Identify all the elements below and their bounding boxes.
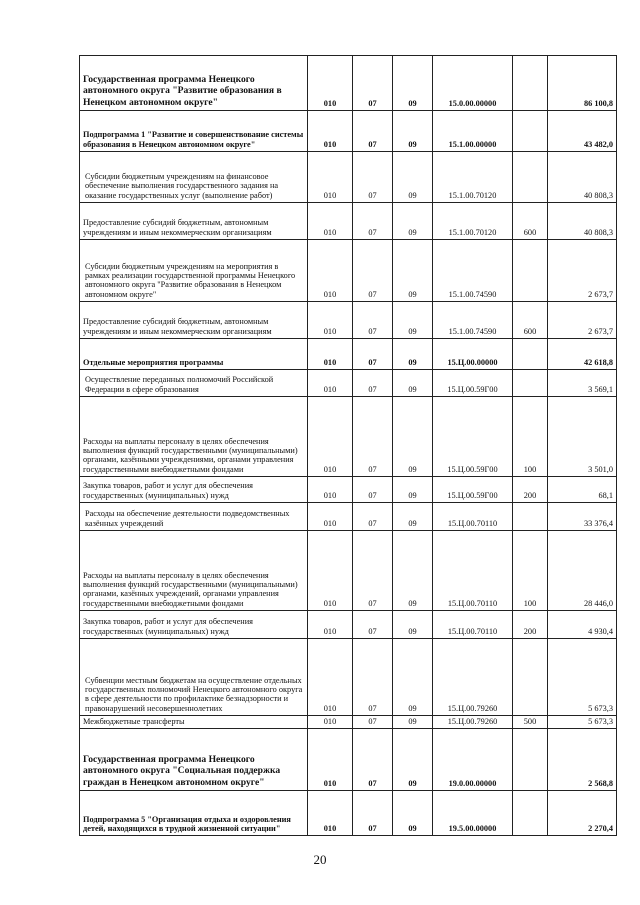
row-target-article: 15.1.00.00000 [433, 111, 513, 152]
row-amount: 2 673,7 [548, 302, 617, 339]
table-row [80, 203, 617, 240]
row-ministry-code: 010 [308, 503, 353, 531]
row-section-code: 07 [353, 302, 393, 339]
table-row [80, 397, 617, 477]
row-expense-type: 600 [513, 302, 548, 339]
row-subsection-code: 09 [393, 729, 433, 791]
row-amount: 2 673,7 [548, 240, 617, 302]
row-expense-type [513, 339, 548, 370]
row-ministry-code: 010 [308, 56, 353, 111]
row-target-article: 15.Ц.00.70110 [433, 531, 513, 611]
row-expense-type: 100 [513, 531, 548, 611]
row-section-code: 07 [353, 503, 393, 531]
row-section-code: 07 [353, 152, 393, 203]
row-ministry-code: 010 [308, 203, 353, 240]
table-row [80, 339, 617, 370]
row-section-code: 07 [353, 729, 393, 791]
table-row [80, 477, 617, 503]
row-subsection-code: 09 [393, 791, 433, 836]
row-subsection-code: 09 [393, 716, 433, 729]
row-target-article: 15.Ц.00.59Г00 [433, 477, 513, 503]
row-ministry-code: 010 [308, 339, 353, 370]
row-subsection-code: 09 [393, 611, 433, 639]
page-number: 20 [313, 852, 327, 867]
row-expense-type: 200 [513, 611, 548, 639]
row-target-article: 15.Ц.00.79260 [433, 639, 513, 716]
table-row [80, 639, 617, 716]
row-target-article: 15.Ц.00.70110 [433, 503, 513, 531]
row-expense-type [513, 639, 548, 716]
row-name: Субвенции местным бюджетам на осуществление отдельных государственных полномочий Ненецкого автономного округа в сфере деятельности по профилактике безнадзорности и правонарушений несовершеннолетних [80, 639, 308, 716]
row-amount: 4 930,4 [548, 611, 617, 639]
row-target-article: 19.0.00.00000 [433, 729, 513, 791]
row-amount: 2 270,4 [548, 791, 617, 836]
row-section-code: 07 [353, 240, 393, 302]
row-name: Межбюджетные трансферты [80, 716, 308, 729]
row-section-code: 07 [353, 397, 393, 477]
row-target-article: 15.Ц.00.59Г00 [433, 397, 513, 477]
row-subsection-code: 09 [393, 639, 433, 716]
table-row [80, 111, 617, 152]
row-ministry-code: 010 [308, 370, 353, 397]
row-name: Закупка товаров, работ и услуг для обеспечения государственных (муниципальных) нужд [80, 611, 308, 639]
table-row [80, 611, 617, 639]
row-expense-type [513, 370, 548, 397]
row-name: Государственная программа Ненецкого автономного округа "Социальная поддержка граждан в Ненецком автономном округе" [80, 729, 308, 791]
row-ministry-code: 010 [308, 729, 353, 791]
row-subsection-code: 09 [393, 503, 433, 531]
row-subsection-code: 09 [393, 339, 433, 370]
row-subsection-code: 09 [393, 240, 433, 302]
row-amount: 3 569,1 [548, 370, 617, 397]
row-ministry-code: 010 [308, 639, 353, 716]
table-row [80, 240, 617, 302]
row-ministry-code: 010 [308, 302, 353, 339]
row-subsection-code: 09 [393, 111, 433, 152]
row-amount: 40 808,3 [548, 152, 617, 203]
row-subsection-code: 09 [393, 302, 433, 339]
table-row [80, 152, 617, 203]
row-expense-type [513, 152, 548, 203]
row-target-article: 15.1.00.70120 [433, 152, 513, 203]
row-section-code: 07 [353, 531, 393, 611]
row-expense-type: 600 [513, 203, 548, 240]
table-row [80, 503, 617, 531]
table-row [80, 370, 617, 397]
row-target-article: 15.Ц.00.70110 [433, 611, 513, 639]
row-expense-type [513, 791, 548, 836]
row-subsection-code: 09 [393, 203, 433, 240]
row-amount: 5 673,3 [548, 639, 617, 716]
row-ministry-code: 010 [308, 716, 353, 729]
row-subsection-code: 09 [393, 397, 433, 477]
row-name: Закупка товаров, работ и услуг для обеспечения государственных (муниципальных) нужд [80, 477, 308, 503]
row-target-article: 15.Ц.00.79260 [433, 716, 513, 729]
row-name: Отдельные мероприятия программы [80, 339, 308, 370]
row-name: Субсидии бюджетным учреждениям на мероприятия в рамках реализации государственной программы Ненецкого автономного округа "Развитие образования в Ненецком автономном округе" [80, 240, 308, 302]
row-ministry-code: 010 [308, 152, 353, 203]
row-ministry-code: 010 [308, 111, 353, 152]
row-section-code: 07 [353, 56, 393, 111]
row-amount: 3 501,0 [548, 397, 617, 477]
row-amount: 40 808,3 [548, 203, 617, 240]
table-row [80, 729, 617, 791]
table-row [80, 531, 617, 611]
row-ministry-code: 010 [308, 791, 353, 836]
table-row [80, 56, 617, 111]
table-row [80, 302, 617, 339]
row-amount: 28 446,0 [548, 531, 617, 611]
row-section-code: 07 [353, 339, 393, 370]
row-section-code: 07 [353, 611, 393, 639]
row-expense-type [513, 729, 548, 791]
table-row [80, 716, 617, 729]
budget-table [79, 55, 617, 836]
row-expense-type [513, 111, 548, 152]
row-ministry-code: 010 [308, 611, 353, 639]
table-row [80, 791, 617, 836]
row-ministry-code: 010 [308, 397, 353, 477]
row-subsection-code: 09 [393, 477, 433, 503]
row-ministry-code: 010 [308, 240, 353, 302]
row-amount: 42 618,8 [548, 339, 617, 370]
row-ministry-code: 010 [308, 477, 353, 503]
row-expense-type [513, 503, 548, 531]
row-section-code: 07 [353, 791, 393, 836]
row-subsection-code: 09 [393, 531, 433, 611]
row-name: Предоставление субсидий бюджетным, автономным учреждениям и иным некоммерческим организациям [80, 203, 308, 240]
row-target-article: 15.Ц.00.59Г00 [433, 370, 513, 397]
row-ministry-code: 010 [308, 531, 353, 611]
row-amount: 86 100,8 [548, 56, 617, 111]
row-target-article: 15.1.00.70120 [433, 203, 513, 240]
row-name: Подпрограмма 1 "Развитие и совершенствование системы образования в Ненецком автономном округе" [80, 111, 308, 152]
row-name: Субсидии бюджетным учреждениям на финансовое обеспечение выполнения государственного задания на оказание государственных услуг (выполнение работ) [80, 152, 308, 203]
row-target-article: 15.0.00.00000 [433, 56, 513, 111]
row-target-article: 15.1.00.74590 [433, 302, 513, 339]
row-section-code: 07 [353, 716, 393, 729]
row-subsection-code: 09 [393, 152, 433, 203]
row-amount: 68,1 [548, 477, 617, 503]
row-expense-type: 200 [513, 477, 548, 503]
row-target-article: 15.1.00.74590 [433, 240, 513, 302]
row-name: Предоставление субсидий бюджетным, автономным учреждениям и иным некоммерческим организациям [80, 302, 308, 339]
row-target-article: 19.5.00.00000 [433, 791, 513, 836]
row-section-code: 07 [353, 477, 393, 503]
row-section-code: 07 [353, 370, 393, 397]
row-expense-type [513, 240, 548, 302]
row-amount: 2 568,8 [548, 729, 617, 791]
row-name: Расходы на обеспечение деятельности подведомственных казённых учреждений [80, 503, 308, 531]
row-expense-type: 500 [513, 716, 548, 729]
row-name: Подпрограмма 5 "Организация отдыха и оздоровления детей, находящихся в трудной жизненной ситуации" [80, 791, 308, 836]
row-name: Осуществление переданных полномочий Российской Федерации в сфере образования [80, 370, 308, 397]
row-section-code: 07 [353, 639, 393, 716]
row-name: Расходы на выплаты персоналу в целях обеспечения выполнения функций государственными (муниципальными) органами, казёнными учреждениями, органами управления государственными внебюджетными фондами [80, 397, 308, 477]
row-subsection-code: 09 [393, 370, 433, 397]
row-name: Государственная программа Ненецкого автономного округа "Развитие образования в Ненецком автономном округе" [80, 56, 308, 111]
row-name: Расходы на выплаты персоналу в целях обеспечения выполнения функций государственными (муниципальными) органами, казённых учреждений, органами управления государственными внебюджетными фондами [80, 531, 308, 611]
row-expense-type: 100 [513, 397, 548, 477]
row-section-code: 07 [353, 111, 393, 152]
row-target-article: 15.Ц.00.00000 [433, 339, 513, 370]
row-subsection-code: 09 [393, 56, 433, 111]
row-section-code: 07 [353, 203, 393, 240]
row-expense-type [513, 56, 548, 111]
row-amount: 43 482,0 [548, 111, 617, 152]
row-amount: 5 673,3 [548, 716, 617, 729]
row-amount: 33 376,4 [548, 503, 617, 531]
table-body [80, 56, 617, 836]
